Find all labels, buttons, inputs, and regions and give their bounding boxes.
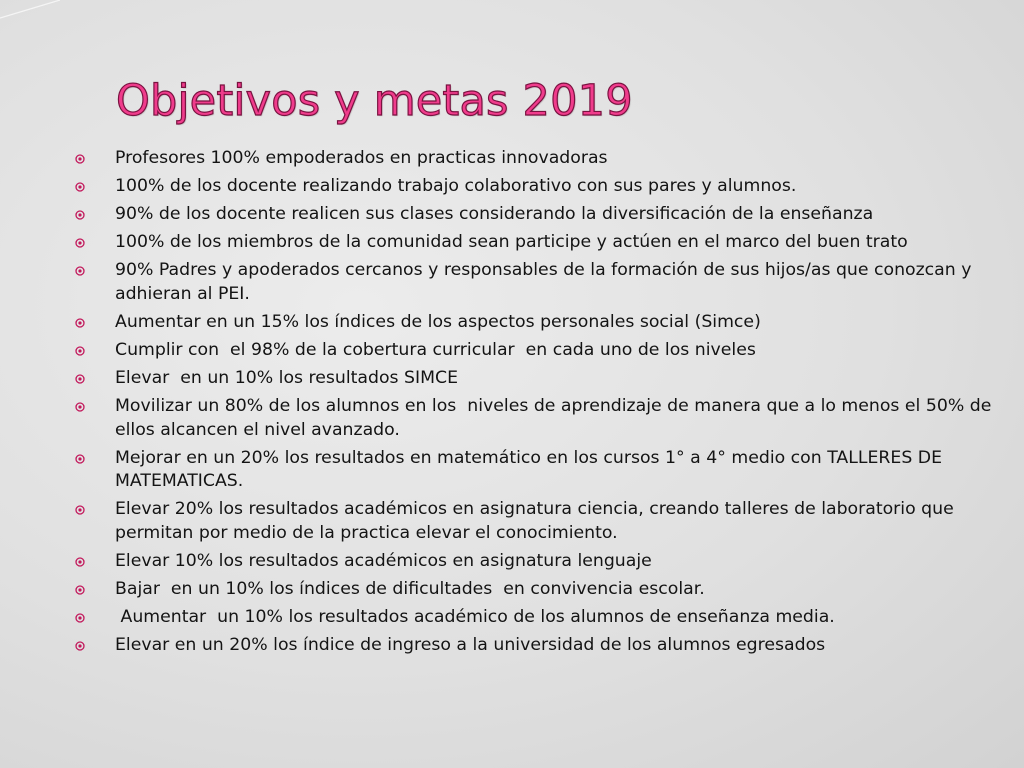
- circled-dot-icon: [75, 585, 85, 595]
- circled-dot-icon: [75, 318, 85, 328]
- circled-dot-icon: [75, 238, 85, 248]
- circled-dot-icon: [75, 182, 85, 192]
- list-item-text: Elevar 10% los resultados académicos en asignatura lenguaje: [115, 551, 652, 572]
- list-item: [0, 175, 1000, 199]
- list-item: [0, 634, 1000, 658]
- list-item: [0, 147, 1000, 171]
- bullet-list: [0, 147, 1000, 662]
- circled-dot-icon: [75, 154, 85, 164]
- list-item-text: Profesores 100% empoderados en practicas innovadoras: [115, 148, 608, 168]
- list-item: [0, 395, 1000, 442]
- list-item-text: 100% de los miembros de la comunidad sean participe y actúen en el marco del buen trato: [115, 232, 908, 253]
- list-item-text: Mejorar en un 20% los resultados en matemático en los cursos 1° a 4° medio con TALLERES DE MATEMATICAS.: [115, 447, 948, 492]
- list-item-text: Elevar en un 20% los índice de ingreso a la universidad de los alumnos egresados: [115, 635, 826, 656]
- list-item-text: Aumentar en un 15% los índices de los aspectos personales social (Simce): [115, 311, 761, 332]
- list-item-text: 90% de los docente realicen sus clases considerando la diversificación de la enseñanza: [115, 204, 874, 225]
- list-item-text: Elevar 20% los resultados académicos en asignatura ciencia, creando talleres de laboratorio que permitan por medio de la practica elevar el conocimiento.: [115, 499, 960, 543]
- list-item-text: Bajar en un 10% los índices de dificultades en convivencia escolar.: [115, 579, 705, 600]
- circled-dot-icon: [75, 346, 85, 356]
- list-item: [0, 367, 1000, 391]
- list-item: [0, 231, 1000, 255]
- list-item: [0, 339, 1000, 363]
- list-item: [0, 606, 1000, 630]
- circled-dot-icon: [75, 454, 85, 464]
- circled-dot-icon: [75, 613, 85, 623]
- list-item-text: Movilizar un 80% de los alumnos en los niveles de aprendizaje de manera que a lo menos el 50% de ellos alcancen el nivel avanzado.: [115, 396, 997, 440]
- circled-dot-icon: [75, 557, 85, 567]
- list-item: [0, 203, 1000, 227]
- list-item-text: Cumplir con el 98% de la cobertura curricular en cada uno de los niveles: [115, 340, 756, 361]
- list-item: [0, 311, 1000, 335]
- list-item: [0, 447, 1000, 494]
- list-item-text: 100% de los docente realizando trabajo colaborativo con sus pares y alumnos.: [115, 176, 797, 197]
- circled-dot-icon: [75, 505, 85, 515]
- circled-dot-icon: [75, 641, 85, 651]
- list-item: [0, 578, 1000, 602]
- circled-dot-icon: [75, 402, 85, 412]
- circled-dot-icon: [75, 374, 85, 384]
- circled-dot-icon: [75, 210, 85, 220]
- list-item-text: Aumentar un 10% los resultados académico de los alumnos de enseñanza media.: [115, 607, 835, 628]
- circled-dot-icon: [75, 266, 85, 276]
- list-item: [0, 498, 1000, 545]
- list-item-text: 90% Padres y apoderados cercanos y responsables de la formación de sus hijos/as que conozcan y adhieran al PEI.: [115, 260, 977, 304]
- list-item: [0, 259, 1000, 306]
- list-item-text: Elevar en un 10% los resultados SIMCE: [115, 368, 458, 389]
- list-item: [0, 550, 1000, 574]
- slide-title: Objetivos y metas 2019: [116, 76, 633, 126]
